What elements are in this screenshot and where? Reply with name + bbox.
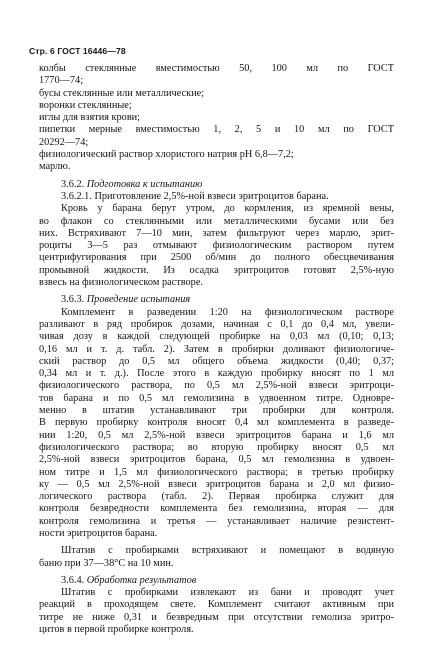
text-line: логического раствора (табл. 2). Первая пробирка служит для <box>39 491 394 503</box>
text-line: физиологического раствора; во вторую пробирку вносят 0,5 мл <box>39 441 394 453</box>
text-line: взвесь на физиологическом растворе. <box>39 277 203 289</box>
section-heading <box>39 575 394 587</box>
text-line: реакций в проходящем свете. Комплемент считают активным при <box>39 599 394 611</box>
text-line: воронки стеклянные; <box>39 99 132 111</box>
document-body <box>39 63 394 636</box>
text-line: ку — 0,5 мл 2,5%-ной взвеси эритроцитов барана и 2,0 мл физио- <box>39 478 394 490</box>
text-line: ский раствор до 0,5 мл общего объема жидкости (0,40; 0,37; <box>39 355 394 367</box>
text-line: Кровь у барана берут утром, до кормления, из яремной вены, <box>61 203 394 215</box>
section-number: 3.6.3. <box>61 294 87 306</box>
page-number: Стр. 6 <box>29 46 55 56</box>
text-line: 1770—74; <box>39 75 84 87</box>
text-line: физиологический раствор хлористого натрия рН 6,8—7,2; <box>39 149 294 161</box>
text-line: во флакон со стеклянными или металлическими бусами или без <box>39 215 394 227</box>
text-line: цитов в первой пробирке контроля. <box>39 624 194 636</box>
text-line: ном титре и 1,5 мл физиологического раствора; в третью пробирку <box>39 466 394 478</box>
text-line: физиологического раствора, по 0,5 мл 2,5%-ной взвеси эритроци- <box>39 380 394 392</box>
text-line: марлю. <box>39 161 71 173</box>
text-line: титре не ниже 0,31 и безвредным при отсутствии гемолиза эритро- <box>39 611 394 623</box>
text-line: разливают в ряд пробирок дозами, начиная с 0,1 до 0,4 мл, увели- <box>39 318 394 330</box>
section-number: 3.6.4. <box>61 574 87 586</box>
text-line: баню при 37—38°С на 10 мин. <box>39 557 174 569</box>
section-number: 3.6.2. <box>61 178 87 190</box>
text-line: промывной жидкости. Из осадка эритроцитов готовят 2,5%-ную <box>39 264 394 276</box>
text-line: пипетки мерные вместимостью 1, 2, 5 и 10 мл по ГОСТ <box>39 124 394 136</box>
text-line: контроля безвредности комплемента без гемолизина, вторая — для <box>39 503 394 515</box>
text-line: Комплемент в разведении 1:20 на физиологическом растворе <box>61 306 394 318</box>
text-line: роциты 3—5 раз отмывают физиологическим раствором путем <box>39 240 394 252</box>
text-line: центрифугирования при 2500 об/мин до полного обесцвечивания <box>39 252 394 264</box>
text-line: 0,16 мл и т. д. табл. 2). Затем в пробирки доливают физиологиче- <box>39 343 394 355</box>
text-line: 3.6.2.1. Приготовление 2,5%-ной взвеси эритроцитов барана. <box>61 190 329 202</box>
standard-code: ГОСТ 16446—78 <box>57 46 126 56</box>
text-line: бусы стеклянные или металлические; <box>39 87 205 99</box>
text-line: Штатив с пробирками извлекают из бани и проводят учет <box>61 587 394 599</box>
page-header <box>29 46 126 56</box>
text-line: Штатив с пробирками встряхивают и помещают в водяную <box>61 545 394 557</box>
section-heading <box>39 179 394 191</box>
text-line: колбы стеклянные вместимостью 50, 100 мл по ГОСТ <box>39 63 394 74</box>
section-heading <box>39 294 394 306</box>
text-line: менно в штатив устанавливают три пробирки для контроля. <box>39 405 394 417</box>
text-line: нии 1:20, 0,5 мл 2,5%-ной взвеси эритроцитов барана и 1,6 мл <box>39 429 394 441</box>
text-line: 20292—74; <box>39 136 89 148</box>
text-line: чивая дозу в каждой следующей пробирке на 0,03 мл (0,10; 0,13; <box>39 331 394 343</box>
text-line: контроля гемолизина и третья — устанавливает наличие резистент- <box>39 515 394 527</box>
text-line: 2,5%-ной взвеси эритроцитов барана, 0,5 мл гемолизина в удвоен- <box>39 454 394 466</box>
text-line: тов барана и по 0,5 мл гемолизина в удвоенном титре. Одновре- <box>39 392 394 404</box>
text-line: них. Встряхивают 7—10 мин, затем фильтруют через марлю, эрит- <box>39 227 394 239</box>
text-line: 0,34 мл и т. д.). После этого в каждую пробирку вносят по 1 мл <box>39 368 394 380</box>
text-line: ности эритроцитов барана. <box>39 527 158 539</box>
section-heading-text: Проведение испытания <box>86 294 191 306</box>
section-heading-text: Подготовка к испытанию <box>86 178 203 190</box>
text-line: В первую пробирку контроля вносят 0,4 мл комплемента в разведе- <box>39 417 394 429</box>
text-line: иглы для взятия крови; <box>39 112 141 124</box>
section-heading-text: Обработка результатов <box>86 574 197 586</box>
